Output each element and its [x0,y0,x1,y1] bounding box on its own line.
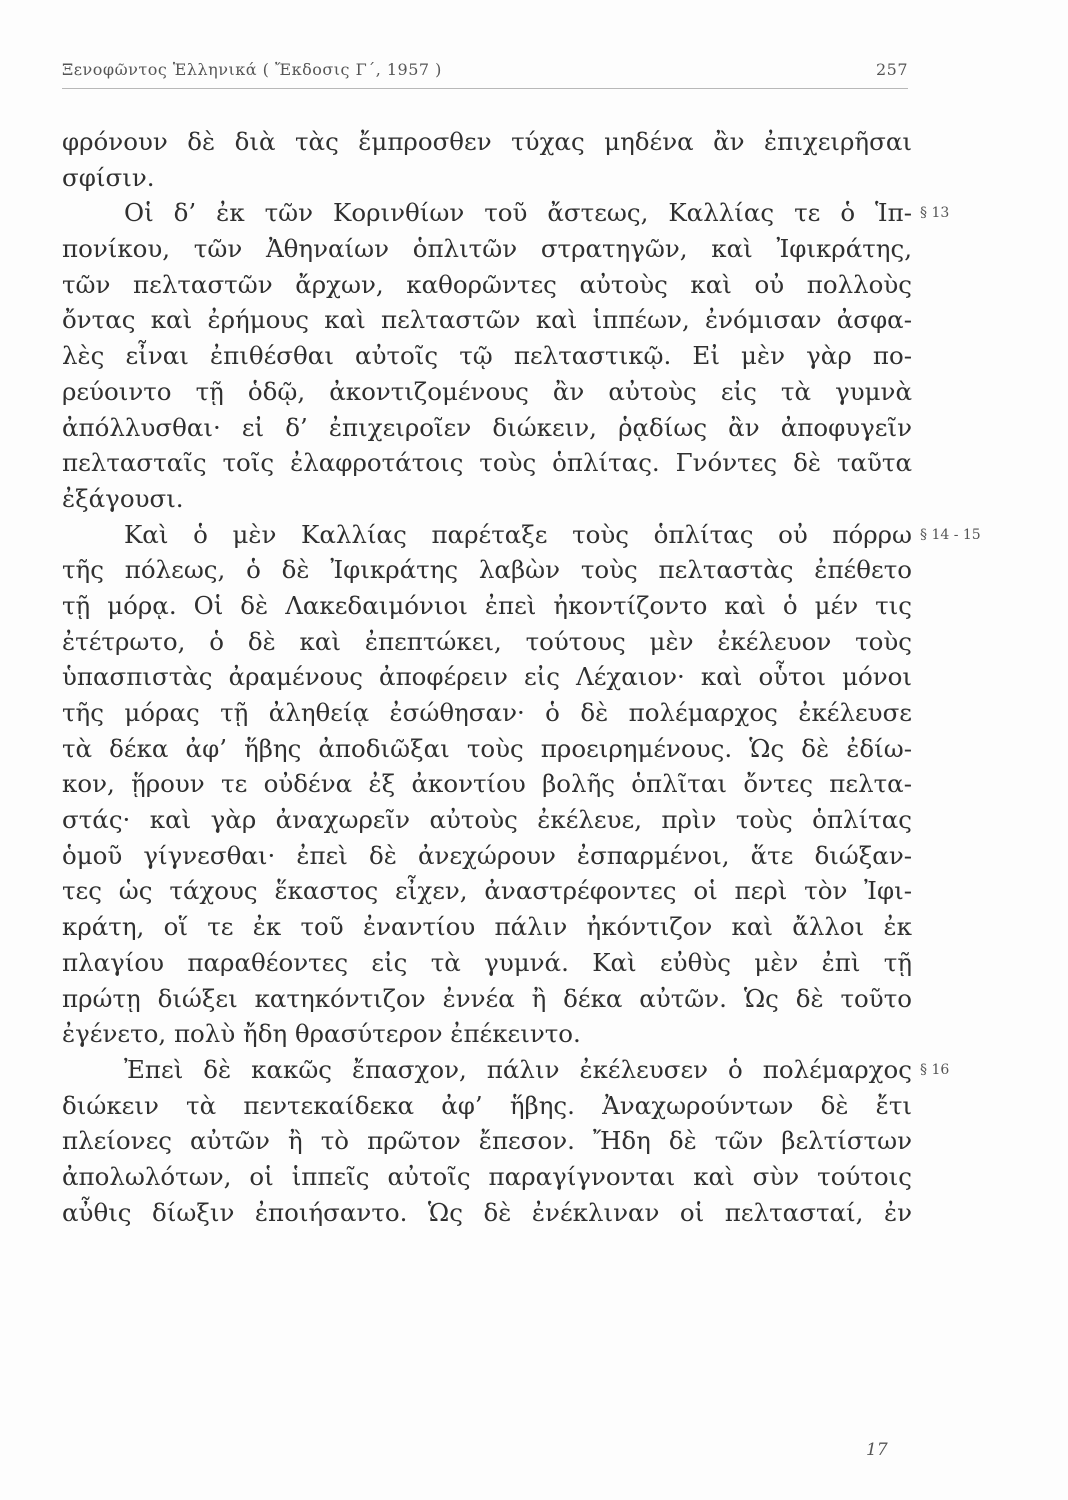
page-number: 257 [875,60,908,79]
text-line: τῇ μόρᾳ. Οἱ δὲ Λακεδαιμόνιοι ἐπεὶ ἠκοντίζοντο καὶ ὁ μέν τις [62,590,912,620]
text-line: τῆς μόρας τῇ ἀληθείᾳ ἐσώθησαν· ὁ δὲ πολέμαρχος ἐκέλευσε [62,698,912,727]
text-line: Καὶ ὁ μὲν Καλλίας παρέταξε τοὺς ὁπλίτας οὐ πόρρω [124,519,912,549]
text-line: ὁμοῦ γίγνεσθαι· ἐπεὶ δὲ ἀνεχώρουν ἐσπαρμένοι, ἅτε διώξαν- [62,840,912,870]
text-line: πλαγίου παραθέοντες εἰς τὰ γυμνά. Καὶ εὐθὺς μὲν ἐπὶ τῇ [62,947,912,977]
text-line: στάς· καὶ γὰρ ἀναχωρεῖν αὐτοὺς ἐκέλευε, πρὶν τοὺς ὁπλίτας [62,805,912,835]
text-line: ὑπασπιστὰς ἀραμένους ἀποφέρειν εἰς Λέχαιον· καὶ οὗτοι μόνοι [62,662,912,692]
text-line: κράτη, οἵ τε ἐκ τοῦ ἐναντίου πάλιν ἠκόντιζον καὶ ἄλλοι ἐκ [62,912,912,942]
text-line: πρώτῃ διώξει κατηκόντιζον ἐννέα ἢ δέκα αὐτῶν. Ὡς δὲ τοῦτο [62,983,912,1013]
text-line: ὄντας καὶ ἐρήμους καὶ πελταστῶν καὶ ἱππέων, ἐνόμισαν ἀσφα- [62,305,912,335]
text-line: σφίσιν. [62,162,155,192]
text-line: ἀπόλλυσθαι· εἰ δ’ ἐπιχειροῖεν διώκειν, ῥᾳδίως ἂν ἀποφυγεῖν [62,412,912,442]
section-marker: § 14 - 15 [920,526,981,543]
text-line: αὖθις δίωξιν ἐποιήσαντο. Ὡς δὲ ἐνέκλιναν οἱ πελτασταί, ἐν [62,1197,912,1227]
text-line: ἐγένετο, πολὺ ἤδη θρασύτερον ἐπέκειντο. [62,1019,581,1049]
text-line: τὰ δέκα ἀφ’ ἥβης ἀποδιῶξαι τοὺς προειρημένους. Ὡς δὲ ἐδίω- [62,733,912,763]
text-line: διώκειν τὰ πεντεκαίδεκα ἀφ’ ἥβης. Ἀναχωρούντων δὲ ἔτι [62,1090,912,1120]
text-line: Ἐπεὶ δὲ κακῶς ἔπασχον, πάλιν ἐκέλευσεν ὁ πολέμαρχος [124,1054,912,1084]
text-line: Οἱ δ’ ἐκ τῶν Κορινθίων τοῦ ἄστεως, Καλλίας τε ὁ Ἱπ- [124,198,912,228]
text-line: λὲς εἶναι ἐπιθέσθαι αὐτοῖς τῷ πελταστικῷ. Εἰ μὲν γὰρ πο- [62,341,912,371]
text-line: ἐτέτρωτο, ὁ δὲ καὶ ἐπεπτώκει, τούτους μὲν ἐκέλευον τοὺς [62,626,912,656]
section-marker: § 13 [920,205,950,222]
text-line: τῶν πελταστῶν ἄρχων, καθορῶντες αὐτοὺς καὶ οὐ πολλοὺς [62,269,912,299]
running-head [62,52,908,82]
running-head-title: Ξενοφῶντος Ἑλληνικά ( Ἔκδοσις Γ΄, 1957 ) [62,60,442,79]
section-marker: § 16 [920,1062,950,1079]
text-line: τες ὡς τάχους ἕκαστος εἶχεν, ἀναστρέφοντες οἱ περὶ τὸν Ἰφι- [62,876,912,906]
text-line: ρεύοιντο τῇ ὁδῷ, ἀκοντιζομένους ἂν αὐτοὺς εἰς τὰ γυμνὰ [62,376,912,406]
text-line: φρόνουν δὲ διὰ τὰς ἔμπροσθεν τύχας μηδένα ἂν ἐπιχειρῆσαι [62,127,912,156]
text-line: πονίκου, τῶν Ἀθηναίων ὁπλιτῶν στρατηγῶν, καὶ Ἰφικράτης, [62,234,912,264]
signature-mark: 17 [866,1440,888,1460]
text-line: πελτασταῖς τοῖς ἐλαφροτάτοις τοὺς ὁπλίτας. Γνόντες δὲ ταῦτα [62,448,912,478]
header-rule [62,88,908,89]
text-line: κον, ᾕρουν τε οὐδένα ἐξ ἀκοντίου βολῆς ὁπλῖται ὄντες πελτα- [62,769,912,799]
text-line: ἐξάγουσι. [62,483,184,513]
body-text [62,124,912,1230]
text-line: ἀπολωλότων, οἱ ἱππεῖς αὐτοῖς παραγίγνονται καὶ σὺν τούτοις [62,1161,912,1191]
text-line: τῆς πόλεως, ὁ δὲ Ἰφικράτης λαβὼν τοὺς πελταστὰς ἐπέθετο [62,555,912,585]
text-line: πλείονες αὐτῶν ἢ τὸ πρῶτον ἔπεσον. Ἤδη δὲ τῶν βελτίστων [62,1126,912,1156]
